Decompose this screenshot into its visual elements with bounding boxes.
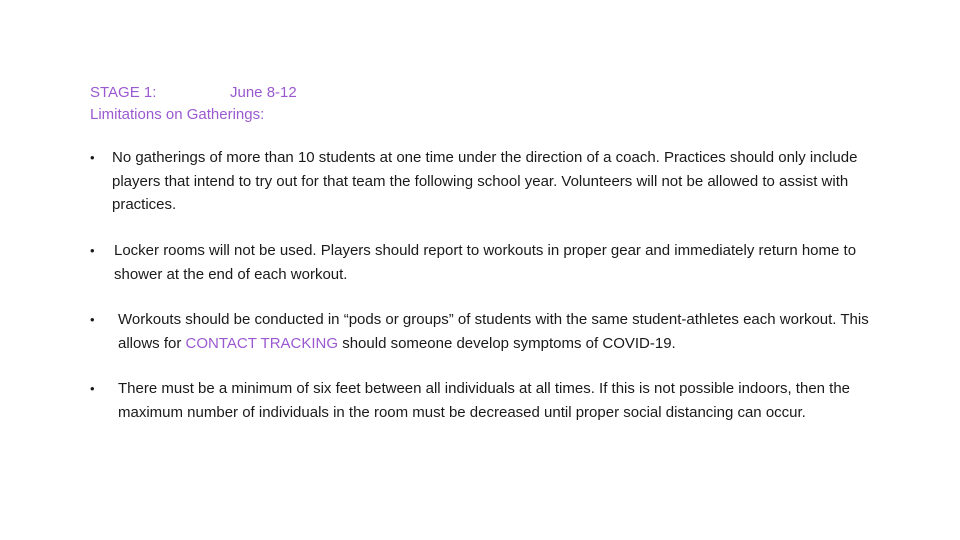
bullet-text xyxy=(118,308,890,355)
bullet-text: No gatherings of more than 10 students at one time under the direction of a coach. Practices should only include players that intend to try out for that team the following school year. Volunteers will not be allowed to assist with practices. xyxy=(112,149,858,213)
stage-dates: June 8-12 xyxy=(230,84,297,101)
bullet-text-before: Workouts should be conducted in “pods or groups” of students with the same student-athletes each workout. This allows for xyxy=(118,311,869,352)
stage-label: STAGE 1: xyxy=(90,84,157,101)
bullet-item-locker-rooms xyxy=(90,239,880,286)
slide-subtitle: Limitations on Gatherings: xyxy=(90,106,265,123)
bullet-text-after: should someone develop symptoms of COVID-19. xyxy=(338,334,676,352)
bullet-text: Locker rooms will not be used. Players should report to workouts in proper gear and immediately return home to shower at the end of each workout. xyxy=(114,242,857,283)
bullet-marker: • xyxy=(90,150,95,165)
bullet-item-gatherings xyxy=(90,146,880,217)
bullet-item-pods xyxy=(90,308,890,355)
bullet-marker: • xyxy=(90,243,95,258)
contact-tracking-highlight: CONTACT TRACKING xyxy=(185,334,339,352)
bullet-text: There must be a minimum of six feet between all individuals at all times. If this is not possible indoors, then the maximum number of individuals in the room must be decreased until proper social distancing can occur. xyxy=(118,380,851,421)
stage-line xyxy=(90,82,297,104)
bullet-marker: • xyxy=(90,381,95,396)
slide-header xyxy=(90,82,297,126)
bullet-item-distancing xyxy=(90,377,900,424)
bullet-marker: • xyxy=(90,312,95,327)
